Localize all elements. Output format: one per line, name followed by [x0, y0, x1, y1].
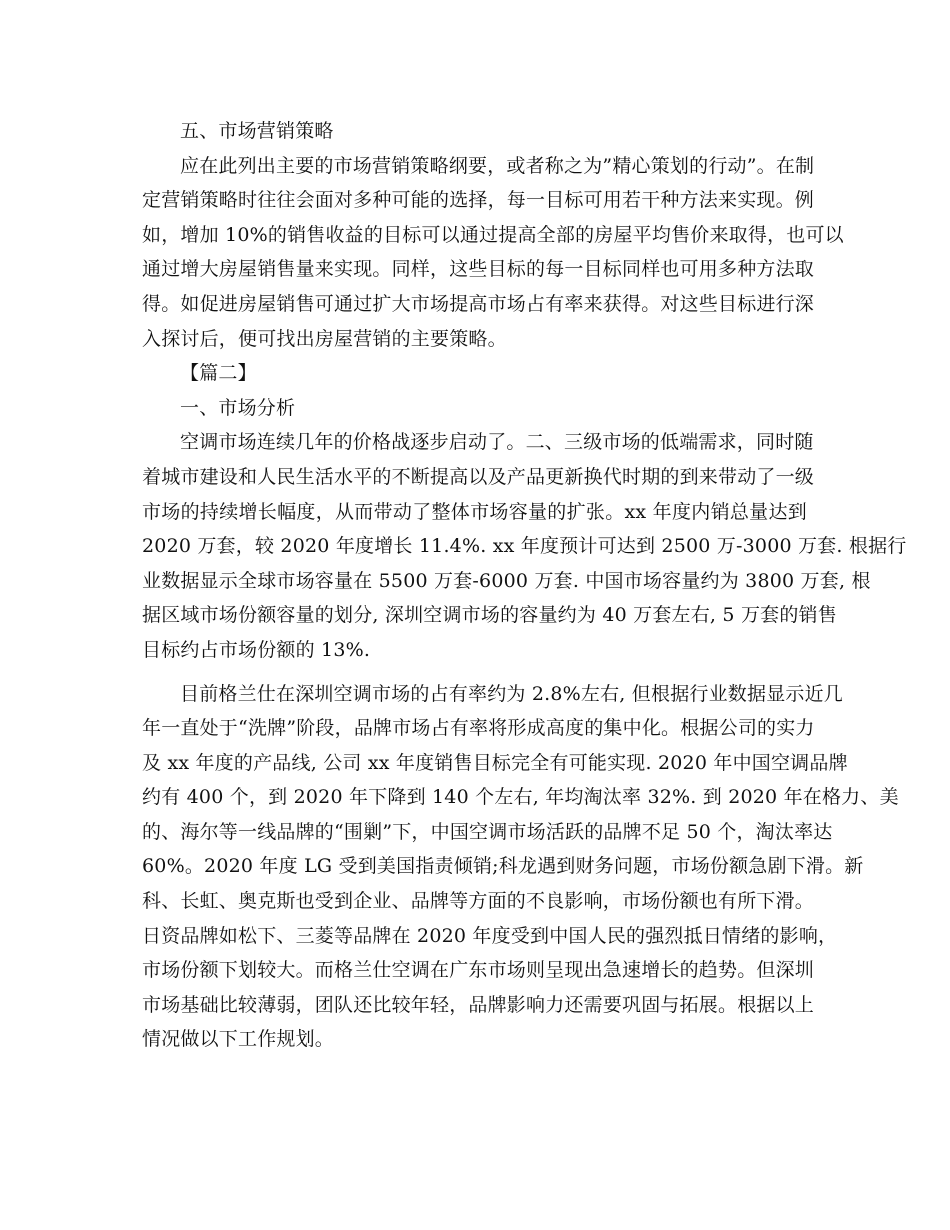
paragraph-line: 日资品牌如松下、三菱等品牌在 2020 年度受到中国人民的强烈抵日情绪的影响， — [142, 924, 838, 947]
paragraph-line: 入探讨后，便可找出房屋营销的主要策略。 — [142, 327, 507, 350]
paragraph-line: 市场的持续增长幅度，从而带动了整体市场容量的扩张。xx 年度内销总量达到 — [142, 500, 807, 523]
paragraph-line: 情况做以下工作规划。 — [142, 1028, 335, 1051]
paragraph-line: 应在此列出主要的市场营销策略纲要，或者称之为”精心策划的行动”。在制 — [180, 154, 815, 177]
paragraph-line: 年一直处于“洗牌”阶段，品牌市场占有率将形成高度的集中化。根据公司的实力 — [142, 717, 815, 740]
paragraph-line: 定营销策略时往往会面对多种可能的选择，每一目标可用若干种方法来实现。例 — [142, 189, 815, 212]
paragraph-line: 的、海尔等一线品牌的“围剿”下，中国空调市场活跃的品牌不足 50 个，淘汰率达 — [142, 820, 833, 843]
part-label: 【篇二】 — [180, 362, 257, 385]
paragraph-line: 着城市建设和人民生活水平的不断提高以及产品更新换代时期的到来带动了一级 — [142, 465, 815, 488]
paragraph-line: 目前格兰仕在深圳空调市场的占有率约为 2.8%左右, 但根据行业数据显示近几 — [180, 682, 843, 705]
paragraph-line: 得。如促进房屋销售可通过扩大市场提高市场占有率来获得。对这些目标进行深 — [142, 292, 815, 315]
paragraph-line: 如，增加 10%的销售收益的目标可以通过提高全部的房屋平均售价来取得，也可以 — [142, 223, 844, 246]
paragraph-line: 2020 万套，较 2020 年度增长 11.4%. xx 年度预计可达到 2500 万-3000 万套. 根据行 — [142, 535, 907, 558]
paragraph-line: 市场基础比较薄弱，团队还比较年轻，品牌影响力还需要巩固与拓展。根据以上 — [142, 993, 815, 1016]
paragraph-line: 通过增大房屋销售量来实现。同样，这些目标的每一目标同样也可用多种方法取 — [142, 258, 815, 281]
paragraph-line: 科、长虹、奥克斯也受到企业、品牌等方面的不良影响，市场份额也有所下滑。 — [142, 890, 815, 913]
section-heading: 一、市场分析 — [180, 396, 296, 419]
paragraph-line: 及 xx 年度的产品线, 公司 xx 年度销售目标完全有可能实现. 2020 年中国空调品牌 — [142, 751, 848, 774]
paragraph-line: 目标约占市场份额的 13%. — [142, 638, 371, 661]
paragraph-line: 市场份额下划较大。而格兰仕空调在广东市场则呈现出急速增长的趋势。但深圳 — [142, 959, 815, 982]
section-heading: 五、市场营销策略 — [180, 120, 334, 142]
paragraph-line: 约有 400 个，到 2020 年下降到 140 个左右, 年均淘汰率 32%. 到 2020 年在格力、美 — [142, 786, 899, 809]
paragraph-line: 据区域市场份额容量的划分, 深圳空调市场的容量约为 40 万套左右, 5 万套的销售 — [142, 604, 837, 627]
paragraph-line: 业数据显示全球市场容量在 5500 万套-6000 万套. 中国市场容量约为 3800 万套, 根 — [142, 569, 871, 592]
document-body — [142, 114, 907, 1057]
paragraph-line: 60%。2020 年度 LG 受到美国指责倾销;科龙遇到财务问题，市场份额急剧下滑。新 — [142, 855, 864, 878]
paragraph-gap — [142, 668, 807, 677]
paragraph-line: 空调市场连续几年的价格战逐步启动了。二、三级市场的低端需求，同时随 — [180, 431, 814, 454]
